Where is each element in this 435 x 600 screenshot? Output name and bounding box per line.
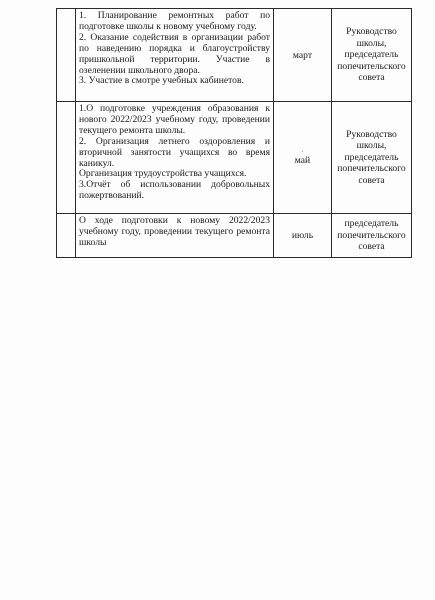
month-text: июль	[291, 230, 314, 241]
responsible-cell	[332, 214, 412, 258]
agenda-item-line: 1.О подготовке учреждения образования к нового 2022/2023 учебному году, проведении текущего ремонта школы.	[79, 103, 270, 136]
month-text: май	[294, 155, 311, 166]
table-row	[57, 102, 412, 214]
agenda-item-line: Организация трудоустройства учащихся.	[79, 168, 247, 180]
responsible-text: председатель попечительского совета	[337, 218, 406, 253]
work-plan-table	[56, 8, 412, 258]
month-cell	[274, 214, 332, 258]
table-row	[57, 214, 412, 258]
agenda-item-line: 2. Организация летнего оздоровления и вторичной занятости учащихся во время каникул.	[79, 135, 270, 169]
row-number-cell	[57, 9, 76, 102]
responsible-cell	[332, 102, 412, 214]
table-row	[57, 9, 412, 102]
responsible-text: Руководство школы, председатель попечительского совета	[337, 26, 406, 84]
agenda-item-cell	[76, 214, 274, 258]
agenda-item-line: О ходе подготовки к новому 2022/2023 учебному году, проведении текущего ремонта школы	[79, 215, 270, 248]
month-cell	[274, 9, 332, 102]
month-cell	[274, 102, 332, 214]
row-number-cell	[57, 102, 76, 214]
row-number-cell	[57, 214, 76, 258]
agenda-item-line: 1. Планирование ремонтных работ по подготовке школы к новому учебному году.	[79, 10, 270, 32]
agenda-item-line: 3. Участие в смотре учебных кабинетов.	[79, 75, 244, 87]
agenda-item-line: 3.Отчёт об использовании добровольных пожертвований.	[79, 179, 270, 202]
responsible-text: Руководство школы, председатель попечительского совета	[337, 128, 406, 186]
agenda-item-cell	[76, 9, 274, 102]
agenda-item-line: 2. Оказание содействия в организации работ по наведению порядка и благоустройству пришкольной территории. Участие в озеленении школьного двора.	[79, 31, 270, 76]
agenda-item-cell	[76, 102, 274, 214]
scan-mark: ·	[301, 148, 304, 156]
responsible-cell	[332, 9, 412, 102]
month-text: март	[292, 49, 313, 61]
